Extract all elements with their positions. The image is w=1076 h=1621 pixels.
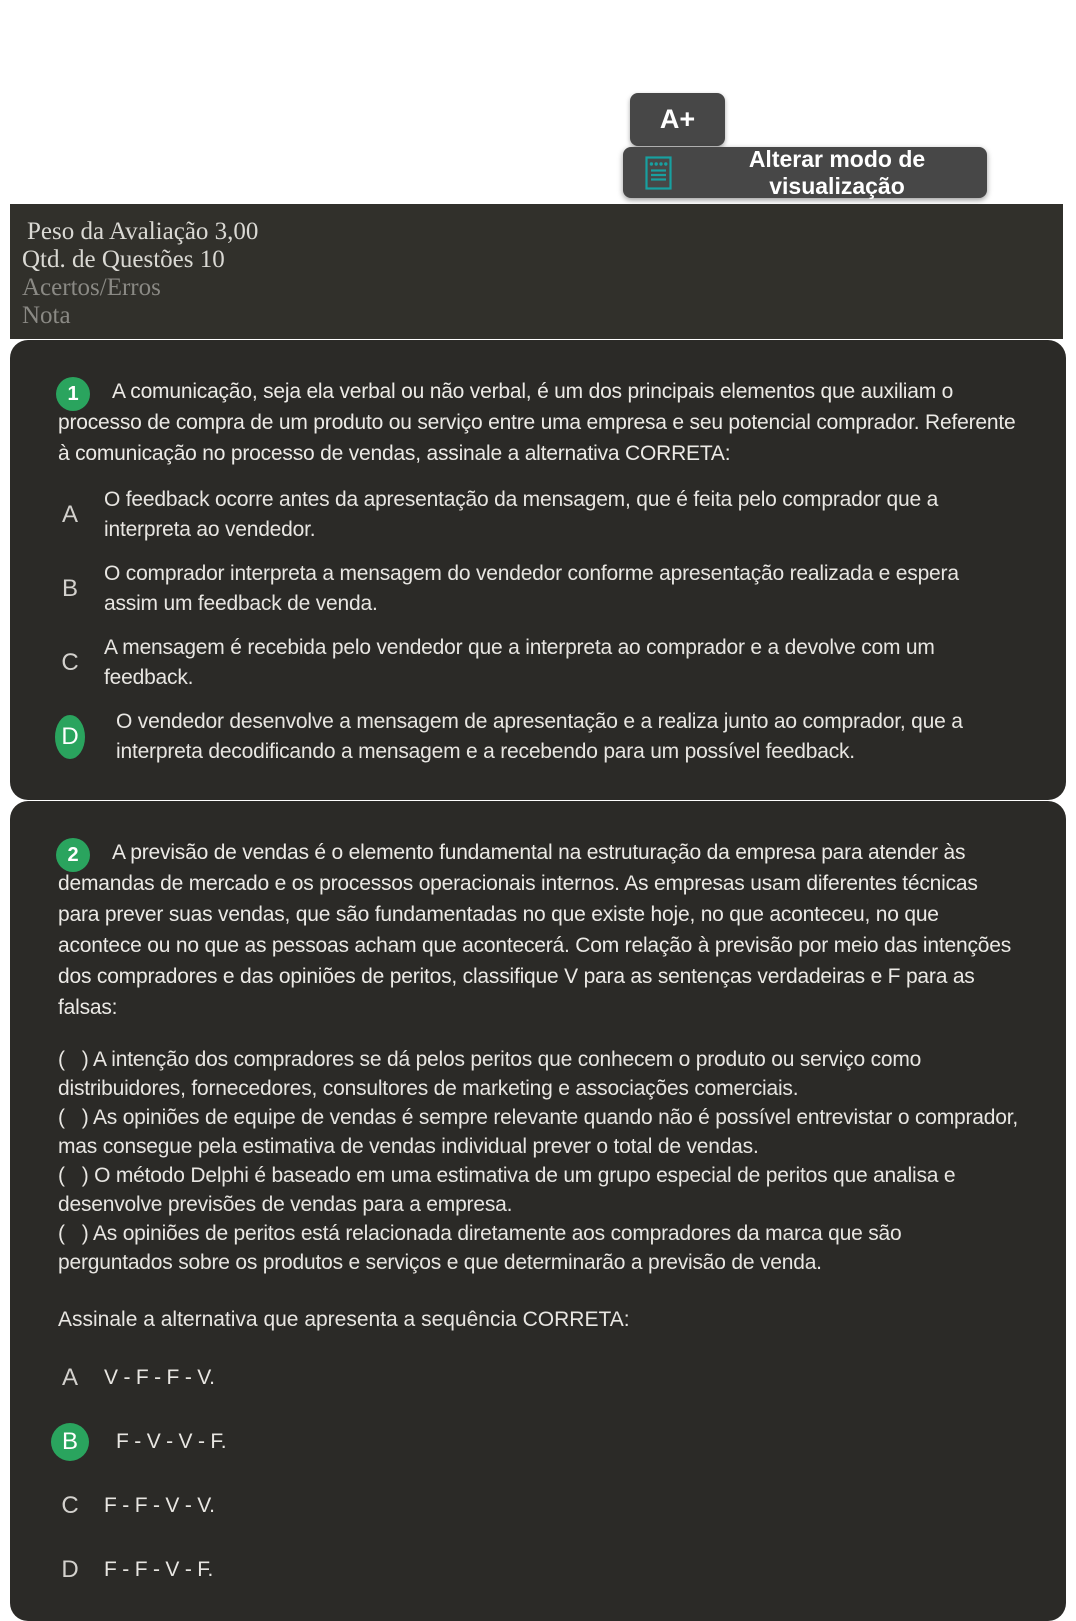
option-letter-d-selected-badge: D — [55, 715, 85, 759]
option-text-b: F - V - V - F. — [116, 1430, 227, 1453]
statement-4: ( ) As opiniões de peritos está relacionada diretamente aos compradores da marca que são perguntados sobre os produtos e serviços e que determinarão a previsão de venda. — [58, 1222, 908, 1274]
summary-peso: Peso da Avaliação 3,00 — [27, 218, 259, 245]
question-card-2 — [10, 801, 1066, 1621]
question-2-options — [48, 1359, 1018, 1589]
option-text-b: O comprador interpreta a mensagem do vendedor conforme apresentação realizada e espera assim um feedback de venda. — [104, 562, 959, 615]
question-card-1 — [10, 340, 1066, 800]
option-row-a[interactable] — [48, 1359, 1018, 1397]
question-1-number-badge: 1 — [56, 377, 90, 411]
option-letter-b: B — [61, 575, 78, 602]
option-letter-b-selected-badge: B — [51, 1423, 89, 1461]
option-text-d: F - F - V - F. — [104, 1558, 214, 1581]
option-letter-a: A — [61, 501, 78, 528]
statement-2: ( ) As opiniões de equipe de vendas é sempre relevante quando não é possível entrevistar o comprador, mas consegue pela estimativa de vendas individual prever o total de vendas. — [58, 1106, 1024, 1158]
option-row-c[interactable] — [48, 1487, 1018, 1525]
option-row-d-selected[interactable] — [48, 707, 1018, 767]
option-row-b[interactable] — [48, 559, 1018, 619]
option-row-b-selected[interactable] — [48, 1423, 1018, 1461]
font-increase-button[interactable]: A+ — [630, 93, 725, 146]
option-row-c[interactable] — [48, 633, 1018, 693]
option-text-c: F - F - V - V. — [104, 1494, 215, 1517]
summary-qtd: Qtd. de Questões 10 — [22, 246, 225, 273]
option-text-a: V - F - F - V. — [104, 1366, 215, 1389]
view-mode-label: Alterar modo de visualização — [748, 145, 926, 199]
question-2-text: 2 A previsão de vendas é o elemento fundamental na estruturação da empresa para atender às demandas de mercado e os processos operacionais internos. As empresas usam diferentes técnicas para prever suas vendas, que são fundamentadas no que existe hoje, no que aconteceu, no que acontece ou no que as pessoas acham que acontecerá. Com relação à previsão por meio das intenções dos compradores e das opiniões de peritos, classifique V para as sentenças verdadeiras e F para as falsas: — [58, 837, 1018, 1023]
statement-3: ( ) O método Delphi é baseado em uma estimativa de um grupo especial de peritos que analisa e desenvolve previsões de vendas para a empresa. — [58, 1164, 961, 1216]
option-letter-c: C — [61, 649, 79, 676]
question-1-options — [48, 485, 1018, 767]
assessment-summary — [10, 204, 1063, 339]
option-text-a: O feedback ocorre antes da apresentação da mensagem, que é feita pelo comprador que a interpreta ao vendedor. — [104, 488, 939, 541]
option-text-c: A mensagem é recebida pelo vendedor que a interpreta ao comprador e a devolve com um feedback. — [104, 636, 935, 689]
option-letter-a: A — [61, 1364, 78, 1391]
option-text-d: O vendedor desenvolve a mensagem de apresentação e a realiza junto ao comprador, que a interpreta decodificando a mensagem e a recebendo para um possível feedback. — [116, 710, 963, 763]
statement-1: ( ) A intenção dos compradores se dá pelos peritos que conhecem o produto ou serviço como distribuidores, fornecedores, consultores de marketing e associações comerciais. — [58, 1048, 927, 1100]
change-view-mode-button[interactable] — [623, 147, 987, 198]
document-list-icon — [645, 156, 672, 190]
question-2-number-badge: 2 — [56, 838, 90, 872]
option-letter-d: D — [61, 1556, 79, 1583]
question-2-prompt: Assinale a alternativa que apresenta a sequência CORRETA: — [58, 1308, 630, 1331]
option-letter-c: C — [61, 1492, 79, 1519]
question-2-statements — [58, 1045, 1024, 1277]
question-1-text: 1 A comunicação, seja ela verbal ou não verbal, é um dos principais elementos que auxiliam o processo de compra de um produto ou serviço entre uma empresa e seu potencial comprador. Referente à comunicação no processo de vendas, assinale a alternativa CORRETA: — [58, 376, 1018, 469]
option-row-d[interactable] — [48, 1551, 1018, 1589]
summary-acertos: Acertos/Erros — [22, 274, 161, 301]
summary-nota: Nota — [22, 302, 71, 329]
option-row-a[interactable] — [48, 485, 1018, 545]
